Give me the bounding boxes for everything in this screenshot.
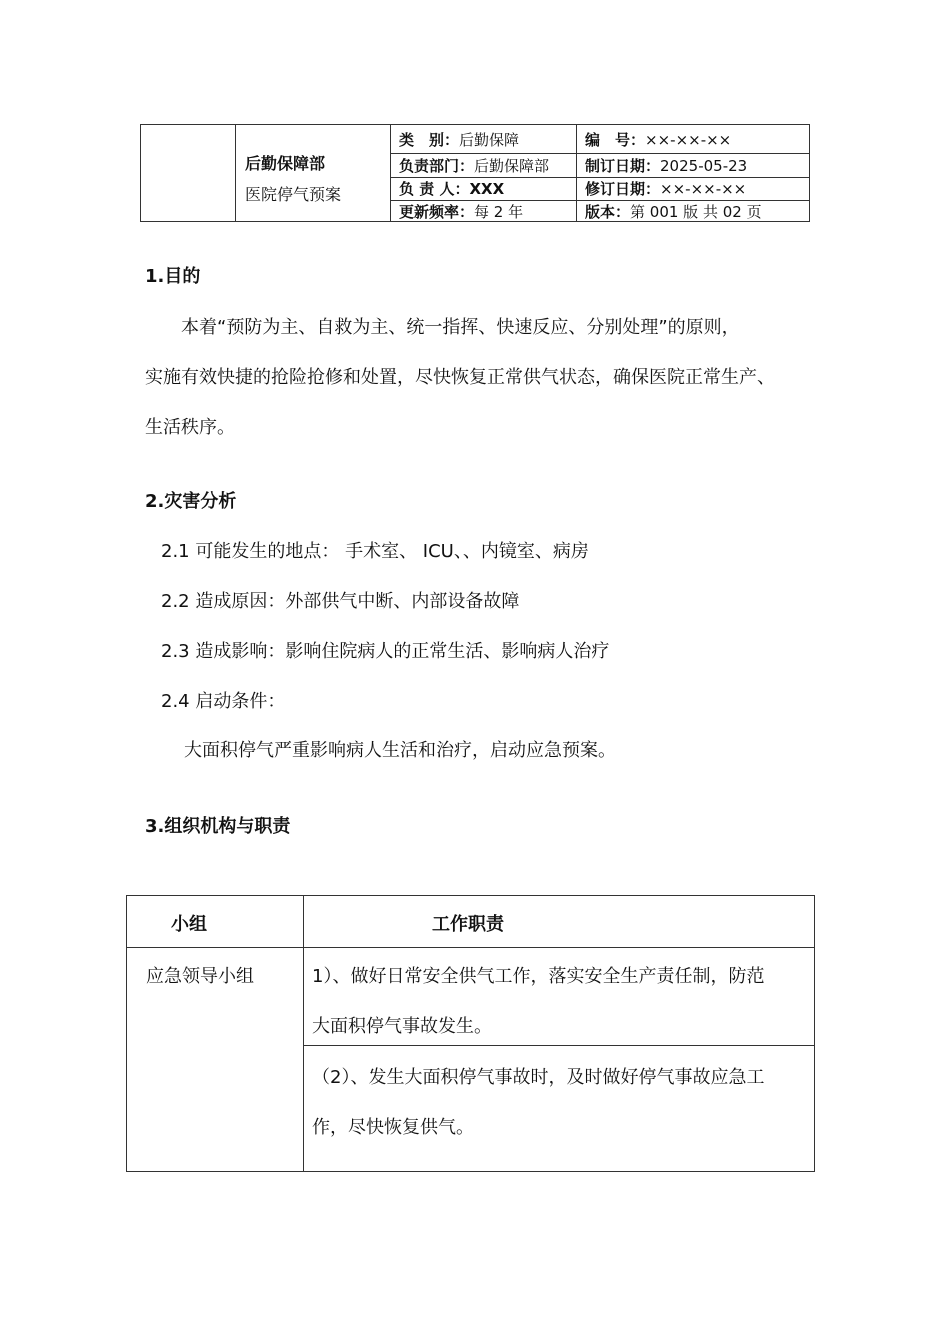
duty-line: 大面积停气事故发生。	[312, 1016, 492, 1037]
section-1-text-line: 实施有效快捷的抢险抢修和处置，尽快恢复正常供气状态，确保医院正常生产、	[145, 367, 775, 388]
resp-person-label: 负 责 人：	[399, 180, 470, 198]
category-value: 后勤保障	[459, 131, 520, 149]
section-1-title: 1.目的	[145, 266, 201, 287]
resp-person-value: XXX	[469, 180, 505, 198]
plan-name: 医院停气预案	[245, 185, 342, 204]
version-cell	[585, 200, 762, 224]
number-label: 编 号：	[585, 131, 646, 149]
number-value: ××-××-××	[645, 131, 732, 149]
number-cell	[585, 128, 731, 152]
resp-dept-cell	[399, 154, 549, 178]
resp-dept-label: 负责部门：	[399, 157, 475, 175]
section-1-text-line: 本着“预防为主、自救为主、统一指挥、快速反应、分别处理”的原则，	[181, 317, 740, 338]
document-header-table	[140, 124, 810, 222]
duty-table	[126, 895, 815, 1172]
made-date-label: 制订日期：	[585, 157, 661, 175]
duty-line: 1）、做好日常安全供气工作，落实安全生产责任制，防范	[312, 966, 765, 987]
hazard-item: 2.4 启动条件：	[161, 691, 286, 712]
hazard-item: 2.3 造成影响：影响住院病人的正常生活、影响病人治疗	[161, 641, 610, 662]
revised-value: ××-××-××	[660, 180, 747, 198]
duty-line: 作，尽快恢复供气。	[312, 1117, 474, 1138]
column-header-duty: 工作职责	[432, 914, 504, 935]
category-label: 类 别：	[399, 131, 460, 149]
duty-line: （2）、发生大面积停气事故时，及时做好停气事故应急工	[312, 1067, 765, 1088]
group-name: 应急领导小组	[146, 966, 254, 987]
revised-date-cell	[585, 177, 746, 201]
hazard-item-detail: 大面积停气严重影响病人生活和治疗，启动应急预案。	[184, 740, 616, 761]
section-1-text-line: 生活秩序。	[145, 417, 235, 438]
made-date-cell	[585, 154, 747, 178]
header-divider	[235, 125, 236, 221]
column-header-group: 小组	[171, 914, 207, 935]
version-value: 第 001 版 共 02 页	[630, 203, 762, 221]
resp-person-cell	[399, 177, 504, 201]
section-3-title: 3.组织机构与职责	[145, 816, 291, 837]
update-label: 更新频率：	[399, 203, 475, 221]
table-divider	[303, 896, 304, 1171]
made-date-value: 2025-05-23	[660, 157, 748, 175]
department-name: 后勤保障部	[245, 154, 326, 173]
update-cell	[399, 200, 523, 224]
table-divider	[303, 1045, 814, 1046]
version-label: 版本：	[585, 203, 631, 221]
table-divider	[127, 947, 814, 948]
revised-label: 修订日期：	[585, 180, 661, 198]
resp-dept-value: 后勤保障部	[474, 157, 550, 175]
hazard-item: 2.2 造成原因：外部供气中断、内部设备故障	[161, 591, 520, 612]
category-cell	[399, 128, 519, 152]
section-2-title: 2.灾害分析	[145, 491, 237, 512]
header-divider	[390, 125, 391, 221]
update-value: 每 2 年	[474, 203, 524, 221]
hazard-item: 2.1 可能发生的地点： 手术室、 ICU、、内镜室、病房	[161, 541, 589, 562]
header-divider	[576, 125, 577, 221]
